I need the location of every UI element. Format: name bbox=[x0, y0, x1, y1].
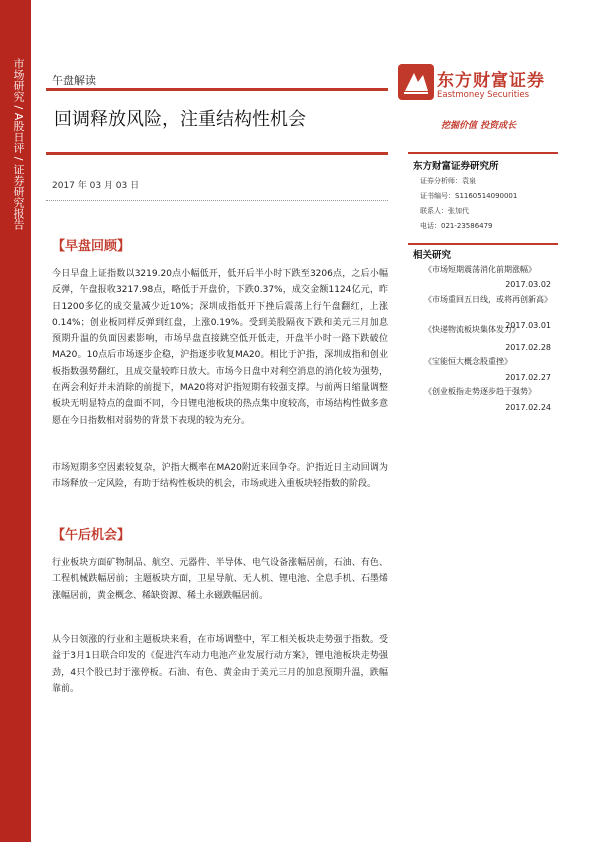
related-item-title[interactable]: 《宝能恒大概念股重挫》 bbox=[424, 357, 512, 366]
morning-paragraph-1: 今日早盘上证指数以3219.20点小幅低开，低开后半小时下跌至3206点，之后小幅反弹，午盘报收3217.98点，略低于开盘价，下跌0.37%，成交金额1124亿元，昨日1200多亿的成交量减少近10%；深圳成指低开下挫后震荡上行午盘翻红，上涨0.14%；创业板同样反弹到红盘，上涨0.19%。受到美股隔夜下跌和美元三月加息预期升温的负面因素影响，市场早盘直接跳空低开低走，开盘半小时一路下跌破位MA20。10点后市场逐步企稳，沪指逐步收复MA20。相比于沪指，深圳成指和创业板指数强势翻红，且成交量较昨日放大。市场今日盘中对利空消息的消化较为强势，在两会利好并未消除的前提下，MA20将对沪指短期有较强支撑。与前两日缩量调整板块无明显特点的盘面不同，今日锂电池板块的热点集中度较高，市场结构性做多意愿在今日指数相对弱势的背景下表现的较为充分。 bbox=[52, 269, 388, 426]
related-item-date: 2017.02.27 bbox=[505, 373, 551, 382]
morning-paragraph-2: 市场短期多空因素较复杂，沪指大概率在MA20附近来回争夺。沪指近日主动回调为市场释放一定风险，有助于结构性板块的机会，市场或进入重板块轻指数的阶段。 bbox=[52, 463, 388, 490]
title-rule bbox=[46, 152, 388, 155]
related-rule bbox=[408, 243, 558, 245]
side-category-label: 市场研究 / A股日评 / 证券研究报告 bbox=[12, 58, 25, 230]
related-item-title[interactable]: 《创业板指走势逐步趋于强势》 bbox=[424, 387, 536, 396]
afternoon-heading: 【午后机会】 bbox=[52, 528, 131, 543]
institute-rule bbox=[408, 152, 558, 154]
related-item-date: 2017.02.24 bbox=[505, 403, 551, 412]
section-tag: 午盘解读 bbox=[52, 74, 96, 87]
report-date: 2017 年 03 月 03 日 bbox=[52, 181, 140, 191]
eastmoney-logo-icon bbox=[398, 64, 434, 100]
analyst-label: 证券分析师： bbox=[420, 177, 462, 185]
afternoon-paragraph-1: 行业板块方面矿物制品、航空、元器件、半导体、电气设备涨幅居前，石油、有色、工程机械跌幅居前；主题板块方面，卫星导航、无人机、锂电池、全息手机、石墨烯涨幅居前，黄金概念、稀缺资源、稀土永磁跌幅居前。 bbox=[52, 558, 388, 601]
related-item-title[interactable]: 《市场重回五日线，或将再创新高》 bbox=[424, 295, 552, 304]
divider bbox=[46, 200, 388, 201]
phone-number: 021-23586479 bbox=[441, 222, 493, 230]
related-item-date: 2017.03.02 bbox=[505, 280, 551, 289]
contact-label: 联系人： bbox=[420, 207, 448, 215]
report-title: 回调释放风险，注重结构性机会 bbox=[54, 109, 306, 130]
related-item-date: 2017.03.01 bbox=[505, 321, 551, 330]
brand-slogan: 挖掘价值 投资成长 bbox=[441, 121, 517, 131]
analyst-name: 袁泉 bbox=[462, 177, 476, 185]
morning-heading: 【早盘回顾】 bbox=[52, 239, 131, 254]
phone-label: 电话： bbox=[420, 222, 441, 230]
cert-number: S1160514090001 bbox=[455, 192, 518, 200]
related-item-title[interactable]: 《快递物流板块集体发力》 bbox=[424, 325, 520, 334]
contact-name: 张加代 bbox=[448, 207, 469, 215]
related-item-title[interactable]: 《市场短期震荡消化前期涨幅》 bbox=[424, 265, 536, 274]
contact-line bbox=[420, 206, 469, 216]
cert-label: 证书编号： bbox=[420, 192, 455, 200]
institute-heading: 东方财富证券研究所 bbox=[413, 161, 499, 172]
brand-name-cn: 东方财富证券 bbox=[437, 71, 545, 91]
related-heading: 相关研究 bbox=[413, 250, 452, 261]
phone-line bbox=[420, 221, 493, 231]
brand-name-en: Eastmoney Securities bbox=[437, 90, 530, 100]
cert-line bbox=[420, 191, 517, 201]
related-item-date: 2017.02.28 bbox=[505, 343, 551, 352]
analyst-line bbox=[420, 176, 476, 186]
header-rule bbox=[46, 88, 388, 91]
afternoon-paragraph-2: 从今日领涨的行业和主题板块来看，在市场调整中，军工相关板块走势强于指数。受益于3月1日联合印发的《促进汽车动力电池产业发展行动方案》，锂电池板块走势强劲，4只个股已封于涨停板。石油、有色、黄金由于美元三月的加息预期升温，跌幅靠前。 bbox=[52, 635, 388, 694]
